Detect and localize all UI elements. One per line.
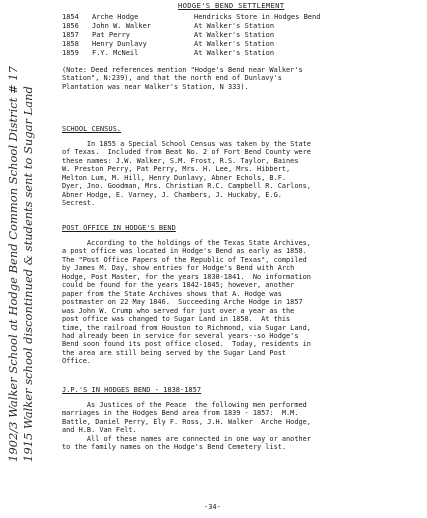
post-office-text: According to the holdings of the Texas State Archives, a post office was located in Hodge's Bend as early as 1858. The "Post Office Papers of the Republic of Texas", compiled by James M. Day, show entries for Hodge's Bend with Arch Hodge, Post Master, for the years 1838-1841. No information could be found for the years 1842-1845; however, another paper from the State Archives shows that A. Hodge was postmaster on 22 May 1846. Succeeding Arche Hodge in 1857 was John W. Crump who served for just over a year as the post office was changed to Sugar Land in 1858. At this time, the railroad from Houston to Richmond, via Sugar Land, had already been in service for several years--so Hodge's Bend soon found its post office closed. Today, residents in the area are still being served by the Sugar Land Post Office. bbox=[62, 239, 311, 366]
postmaster-name: Henry Dunlavy bbox=[92, 40, 147, 48]
postmaster-name: Arche Hodge bbox=[92, 13, 139, 21]
page-number: -34- bbox=[204, 503, 221, 511]
post-office-heading: POST OFFICE IN HODGE'S BEND bbox=[62, 224, 176, 232]
page-title: HODGE'S BEND SETTLEMENT bbox=[178, 1, 285, 10]
justices-heading: J.P.'S IN HODGES BEND - 1838-1857 bbox=[62, 386, 202, 394]
deed-note: (Note: Deed references mention "Hodge's Bend near Walker's Station", N:239), and that the north end of Dunlavy's Plantation was near Walker's Station, N 333). bbox=[62, 66, 303, 91]
margin-note-line: 1902/3 Walker School at Hodge Bend Common School District # 17 bbox=[6, 66, 20, 462]
postmaster-place: At Walker's Station bbox=[194, 22, 275, 30]
postmaster-year: 1857 bbox=[62, 31, 79, 39]
postmaster-place: At Walker's Station bbox=[194, 49, 275, 57]
postmaster-name: John W. Walker bbox=[92, 22, 152, 30]
postmaster-place: Hendricks Store in Hodges Bend bbox=[194, 13, 321, 21]
handwritten-margin-note bbox=[6, 66, 36, 462]
justices-text: As Justices of the Peace the following men performed marriages in the Hodges Bend area from 1839 - 1857: M.M. Battle, Daniel Perry, Ely F. Ross, J.H. Walker Arche Hodge, and H.B. Van Felt. All of these names are connected in one way or another to the family names on the Hodge's Bend Cemetery list. bbox=[62, 401, 311, 452]
margin-note-line: 1915 Walker school discontinued & students sent to Sugar Land bbox=[21, 86, 35, 462]
postmaster-name: F.Y. McNeil bbox=[92, 49, 139, 57]
postmaster-name: Pat Perry bbox=[92, 31, 130, 39]
postmaster-year: 1858 bbox=[62, 40, 79, 48]
postmaster-place: At Walker's Station bbox=[194, 31, 275, 39]
postmaster-place: At Walker's Station bbox=[194, 40, 275, 48]
postmaster-year: 1859 bbox=[62, 49, 79, 57]
school-census-text: In 1855 a Special School Census was taken by the State of Texas. Included from Beat No. 2 of Fort Bend County were these names: J.W. Walker, S.M. Frost, R.S. Taylor, Baines W. Preston Perry, Pat Perry, Mrs. H. Lee, Mrs. Hibbert, Melton Lum, M. Hill, Henry Dunlavy, Abner Echols, B.F. Dyer, Jno. Goodman, Mrs. Christian R.C. Campbell R. Carlons, Abner Hodge, E. Varney, J. Chambers, J. Huckaby, E.G. Secrest. bbox=[62, 140, 311, 208]
postmaster-year: 1854 bbox=[62, 13, 79, 21]
postmaster-year: 1856 bbox=[62, 22, 79, 30]
school-census-heading: SCHOOL CENSUS. bbox=[62, 125, 122, 133]
